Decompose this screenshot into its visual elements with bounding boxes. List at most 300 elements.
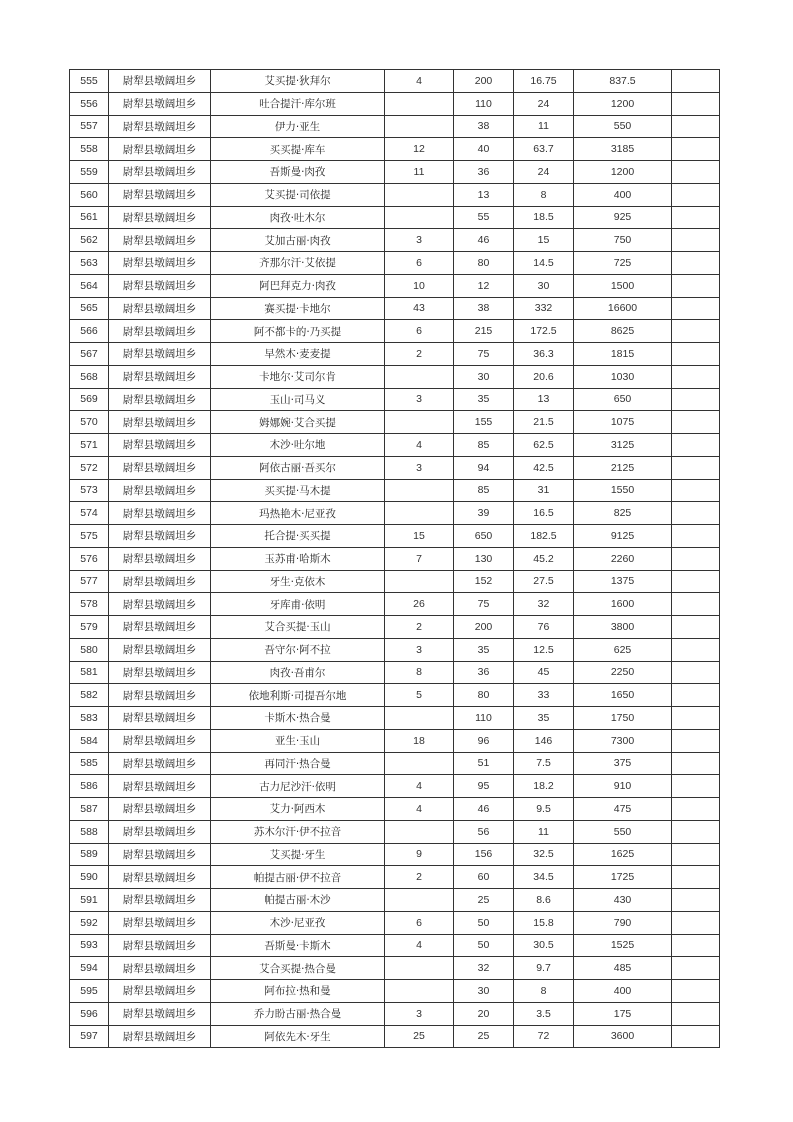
amount-cell: 45.2 [514,547,574,570]
name-cell: 吾守尔·阿不拉 [211,638,385,661]
quantity-cell: 15 [385,525,454,548]
quantity-cell: 4 [385,775,454,798]
table-row [70,70,720,93]
table-row [70,911,720,934]
row-number-cell: 557 [70,115,109,138]
row-number-cell: 585 [70,752,109,775]
remark-cell [672,388,720,411]
remark-cell [672,343,720,366]
amount-cell: 18.5 [514,206,574,229]
total-cell: 550 [574,115,672,138]
name-cell: 帕提古丽·伊不拉音 [211,866,385,889]
remark-cell [672,411,720,434]
quantity-cell [385,502,454,525]
row-number-cell: 574 [70,502,109,525]
quantity-cell [385,707,454,730]
row-number-cell: 593 [70,934,109,957]
total-cell: 2260 [574,547,672,570]
name-cell: 赛买提·卡地尔 [211,297,385,320]
quantity-cell [385,183,454,206]
row-number-cell: 560 [70,183,109,206]
township-cell: 尉犁县墩阔坦乡 [109,911,211,934]
row-number-cell: 581 [70,661,109,684]
township-cell: 尉犁县墩阔坦乡 [109,684,211,707]
total-cell: 16600 [574,297,672,320]
area-cell: 110 [454,707,514,730]
remark-cell [672,638,720,661]
table-row [70,980,720,1003]
row-number-cell: 579 [70,616,109,639]
name-cell: 阿依先木·牙生 [211,1025,385,1048]
row-number-cell: 577 [70,570,109,593]
remark-cell [672,616,720,639]
table-row [70,729,720,752]
table-row [70,479,720,502]
township-cell: 尉犁县墩阔坦乡 [109,138,211,161]
table-row [70,934,720,957]
table-row [70,502,720,525]
township-cell: 尉犁县墩阔坦乡 [109,92,211,115]
township-cell: 尉犁县墩阔坦乡 [109,707,211,730]
area-cell: 94 [454,456,514,479]
township-cell: 尉犁县墩阔坦乡 [109,1025,211,1048]
table-row [70,798,720,821]
area-cell: 650 [454,525,514,548]
area-cell: 80 [454,684,514,707]
amount-cell: 15 [514,229,574,252]
area-cell: 130 [454,547,514,570]
row-number-cell: 588 [70,820,109,843]
table-row [70,274,720,297]
township-cell: 尉犁县墩阔坦乡 [109,388,211,411]
total-cell: 1375 [574,570,672,593]
table-row [70,661,720,684]
area-cell: 75 [454,593,514,616]
remark-cell [672,661,720,684]
total-cell: 2125 [574,456,672,479]
name-cell: 卡斯木·热合曼 [211,707,385,730]
amount-cell: 20.6 [514,365,574,388]
name-cell: 牙库甫·依明 [211,593,385,616]
name-cell: 买买提·马木提 [211,479,385,502]
row-number-cell: 569 [70,388,109,411]
remark-cell [672,92,720,115]
amount-cell: 32.5 [514,843,574,866]
township-cell: 尉犁县墩阔坦乡 [109,843,211,866]
quantity-cell: 4 [385,70,454,93]
name-cell: 再同汗·热合曼 [211,752,385,775]
amount-cell: 7.5 [514,752,574,775]
township-cell: 尉犁县墩阔坦乡 [109,752,211,775]
row-number-cell: 592 [70,911,109,934]
township-cell: 尉犁县墩阔坦乡 [109,502,211,525]
quantity-cell [385,752,454,775]
remark-cell [672,775,720,798]
total-cell: 9125 [574,525,672,548]
area-cell: 36 [454,161,514,184]
remark-cell [672,729,720,752]
row-number-cell: 571 [70,434,109,457]
name-cell: 依地利斯·司提吾尔地 [211,684,385,707]
quantity-cell: 12 [385,138,454,161]
name-cell: 吐合提汗·库尔班 [211,92,385,115]
table-row [70,752,720,775]
name-cell: 阿巴拜克力·肉孜 [211,274,385,297]
table-row [70,138,720,161]
total-cell: 1625 [574,843,672,866]
row-number-cell: 597 [70,1025,109,1048]
area-cell: 35 [454,388,514,411]
amount-cell: 35 [514,707,574,730]
quantity-cell: 2 [385,616,454,639]
total-cell: 550 [574,820,672,843]
name-cell: 木沙·吐尔地 [211,434,385,457]
table-row [70,320,720,343]
row-number-cell: 558 [70,138,109,161]
total-cell: 3185 [574,138,672,161]
area-cell: 200 [454,70,514,93]
remark-cell [672,434,720,457]
total-cell: 1200 [574,161,672,184]
remark-cell [672,1002,720,1025]
area-cell: 38 [454,297,514,320]
amount-cell: 76 [514,616,574,639]
total-cell: 3800 [574,616,672,639]
amount-cell: 30 [514,274,574,297]
remark-cell [672,570,720,593]
total-cell: 625 [574,638,672,661]
area-cell: 96 [454,729,514,752]
area-cell: 215 [454,320,514,343]
remark-cell [672,479,720,502]
table-row [70,456,720,479]
table-row [70,525,720,548]
name-cell: 买买提·库车 [211,138,385,161]
township-cell: 尉犁县墩阔坦乡 [109,525,211,548]
name-cell: 艾买提·司依提 [211,183,385,206]
township-cell: 尉犁县墩阔坦乡 [109,411,211,434]
name-cell: 玉山·司马义 [211,388,385,411]
township-cell: 尉犁县墩阔坦乡 [109,775,211,798]
area-cell: 55 [454,206,514,229]
area-cell: 25 [454,1025,514,1048]
total-cell: 1500 [574,274,672,297]
total-cell: 825 [574,502,672,525]
row-number-cell: 583 [70,707,109,730]
row-number-cell: 565 [70,297,109,320]
amount-cell: 16.75 [514,70,574,93]
area-cell: 56 [454,820,514,843]
area-cell: 30 [454,980,514,1003]
remark-cell [672,934,720,957]
amount-cell: 3.5 [514,1002,574,1025]
name-cell: 卡地尔·艾司尔肯 [211,365,385,388]
table-row [70,957,720,980]
name-cell: 阿布拉·热和曼 [211,980,385,1003]
quantity-cell [385,889,454,912]
township-cell: 尉犁县墩阔坦乡 [109,661,211,684]
amount-cell: 13 [514,388,574,411]
quantity-cell: 8 [385,661,454,684]
name-cell: 吾斯曼·卡斯木 [211,934,385,957]
township-cell: 尉犁县墩阔坦乡 [109,434,211,457]
area-cell: 156 [454,843,514,866]
area-cell: 32 [454,957,514,980]
remark-cell [672,798,720,821]
table-row [70,547,720,570]
name-cell: 伊力·亚生 [211,115,385,138]
quantity-cell [385,957,454,980]
table-row [70,1002,720,1025]
table-row [70,297,720,320]
amount-cell: 8 [514,980,574,1003]
row-number-cell: 559 [70,161,109,184]
area-cell: 40 [454,138,514,161]
table-row [70,343,720,366]
row-number-cell: 570 [70,411,109,434]
remark-cell [672,547,720,570]
amount-cell: 15.8 [514,911,574,934]
area-cell: 35 [454,638,514,661]
remark-cell [672,707,720,730]
area-cell: 20 [454,1002,514,1025]
amount-cell: 12.5 [514,638,574,661]
name-cell: 齐那尔汗·艾依提 [211,252,385,275]
quantity-cell: 3 [385,456,454,479]
township-cell: 尉犁县墩阔坦乡 [109,229,211,252]
total-cell: 485 [574,957,672,980]
remark-cell [672,980,720,1003]
quantity-cell: 3 [385,229,454,252]
amount-cell: 33 [514,684,574,707]
township-cell: 尉犁县墩阔坦乡 [109,729,211,752]
remark-cell [672,297,720,320]
name-cell: 艾买提·狄拜尔 [211,70,385,93]
table-row [70,707,720,730]
table-row [70,411,720,434]
total-cell: 1030 [574,365,672,388]
quantity-cell [385,479,454,502]
name-cell: 艾合买提·热合曼 [211,957,385,980]
township-cell: 尉犁县墩阔坦乡 [109,70,211,93]
township-cell: 尉犁县墩阔坦乡 [109,206,211,229]
amount-cell: 21.5 [514,411,574,434]
township-cell: 尉犁县墩阔坦乡 [109,798,211,821]
table-row [70,115,720,138]
total-cell: 1815 [574,343,672,366]
amount-cell: 24 [514,161,574,184]
remark-cell [672,365,720,388]
name-cell: 苏木尔汗·伊不拉音 [211,820,385,843]
remark-cell [672,229,720,252]
amount-cell: 11 [514,115,574,138]
township-cell: 尉犁县墩阔坦乡 [109,456,211,479]
remark-cell [672,502,720,525]
township-cell: 尉犁县墩阔坦乡 [109,320,211,343]
row-number-cell: 562 [70,229,109,252]
amount-cell: 172.5 [514,320,574,343]
table-row [70,183,720,206]
area-cell: 85 [454,479,514,502]
table-row [70,252,720,275]
total-cell: 837.5 [574,70,672,93]
remark-cell [672,320,720,343]
row-number-cell: 580 [70,638,109,661]
table-row [70,434,720,457]
name-cell: 木沙·尼亚孜 [211,911,385,934]
table-row [70,92,720,115]
total-cell: 1650 [574,684,672,707]
row-number-cell: 584 [70,729,109,752]
quantity-cell: 4 [385,934,454,957]
row-number-cell: 573 [70,479,109,502]
remark-cell [672,843,720,866]
quantity-cell: 11 [385,161,454,184]
quantity-cell: 9 [385,843,454,866]
amount-cell: 31 [514,479,574,502]
amount-cell: 63.7 [514,138,574,161]
amount-cell: 72 [514,1025,574,1048]
table-row [70,388,720,411]
total-cell: 2250 [574,661,672,684]
name-cell: 早然木·麦麦提 [211,343,385,366]
row-number-cell: 582 [70,684,109,707]
area-cell: 110 [454,92,514,115]
table-row [70,889,720,912]
area-cell: 80 [454,252,514,275]
quantity-cell: 6 [385,320,454,343]
row-number-cell: 567 [70,343,109,366]
remark-cell [672,456,720,479]
total-cell: 1200 [574,92,672,115]
quantity-cell [385,820,454,843]
row-number-cell: 564 [70,274,109,297]
table-row [70,206,720,229]
remark-cell [672,820,720,843]
quantity-cell: 6 [385,911,454,934]
area-cell: 75 [454,343,514,366]
total-cell: 790 [574,911,672,934]
table-row [70,593,720,616]
amount-cell: 146 [514,729,574,752]
amount-cell: 42.5 [514,456,574,479]
amount-cell: 34.5 [514,866,574,889]
name-cell: 乔力盼古丽·热合曼 [211,1002,385,1025]
table-row [70,820,720,843]
row-number-cell: 586 [70,775,109,798]
amount-cell: 36.3 [514,343,574,366]
township-cell: 尉犁县墩阔坦乡 [109,343,211,366]
row-number-cell: 596 [70,1002,109,1025]
total-cell: 1750 [574,707,672,730]
amount-cell: 9.7 [514,957,574,980]
remark-cell [672,866,720,889]
quantity-cell [385,115,454,138]
quantity-cell [385,980,454,1003]
name-cell: 阿依古丽·吾买尔 [211,456,385,479]
amount-cell: 27.5 [514,570,574,593]
total-cell: 650 [574,388,672,411]
amount-cell: 62.5 [514,434,574,457]
total-cell: 400 [574,980,672,1003]
amount-cell: 8 [514,183,574,206]
amount-cell: 32 [514,593,574,616]
quantity-cell: 10 [385,274,454,297]
township-cell: 尉犁县墩阔坦乡 [109,365,211,388]
township-cell: 尉犁县墩阔坦乡 [109,1002,211,1025]
township-cell: 尉犁县墩阔坦乡 [109,479,211,502]
quantity-cell: 26 [385,593,454,616]
amount-cell: 332 [514,297,574,320]
quantity-cell: 3 [385,1002,454,1025]
amount-cell: 45 [514,661,574,684]
remark-cell [672,752,720,775]
township-cell: 尉犁县墩阔坦乡 [109,638,211,661]
remark-cell [672,252,720,275]
area-cell: 25 [454,889,514,912]
area-cell: 38 [454,115,514,138]
remark-cell [672,115,720,138]
area-cell: 50 [454,911,514,934]
quantity-cell [385,92,454,115]
amount-cell: 14.5 [514,252,574,275]
area-cell: 50 [454,934,514,957]
name-cell: 艾合买提·玉山 [211,616,385,639]
row-number-cell: 578 [70,593,109,616]
name-cell: 亚生·玉山 [211,729,385,752]
remark-cell [672,70,720,93]
quantity-cell: 4 [385,434,454,457]
remark-cell [672,525,720,548]
table-row [70,161,720,184]
area-cell: 12 [454,274,514,297]
name-cell: 古力尼沙汗·依明 [211,775,385,798]
township-cell: 尉犁县墩阔坦乡 [109,252,211,275]
row-number-cell: 591 [70,889,109,912]
name-cell: 玛热艳木·尼亚孜 [211,502,385,525]
area-cell: 51 [454,752,514,775]
row-number-cell: 568 [70,365,109,388]
area-cell: 200 [454,616,514,639]
table-row [70,1025,720,1048]
total-cell: 400 [574,183,672,206]
table-row [70,365,720,388]
row-number-cell: 594 [70,957,109,980]
amount-cell: 24 [514,92,574,115]
name-cell: 牙生·克依木 [211,570,385,593]
remark-cell [672,684,720,707]
total-cell: 375 [574,752,672,775]
table-row [70,843,720,866]
township-cell: 尉犁县墩阔坦乡 [109,957,211,980]
remark-cell [672,957,720,980]
area-cell: 155 [454,411,514,434]
quantity-cell [385,570,454,593]
area-cell: 39 [454,502,514,525]
table-row [70,570,720,593]
table-body [70,70,720,1048]
name-cell: 肉孜·吐木尔 [211,206,385,229]
area-cell: 95 [454,775,514,798]
quantity-cell: 5 [385,684,454,707]
amount-cell: 18.2 [514,775,574,798]
total-cell: 475 [574,798,672,821]
total-cell: 925 [574,206,672,229]
total-cell: 7300 [574,729,672,752]
quantity-cell: 43 [385,297,454,320]
quantity-cell [385,411,454,434]
area-cell: 13 [454,183,514,206]
